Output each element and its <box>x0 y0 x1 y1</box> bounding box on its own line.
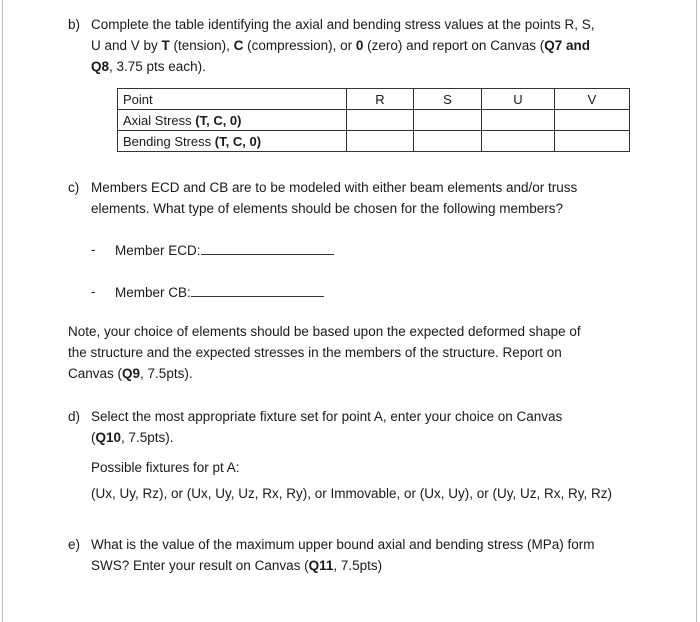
section-b-line2: U and V by T (tension), C (compression), or 0 (zero) and report on Canvas (Q7 and <box>91 38 590 53</box>
section-b-marker: b) <box>68 17 81 32</box>
section-e-marker: e) <box>68 537 81 552</box>
stress-table <box>117 88 630 152</box>
section-e-line1: What is the value of the maximum upper bound axial and bending stress (MPa) form <box>91 537 595 552</box>
section-c-line2: elements. What type of elements should be chosen for the following members? <box>91 201 563 216</box>
section-d-line2: (Q10, 7.5pts). <box>91 430 174 445</box>
member-ecd-line <box>115 240 334 261</box>
section-b-line3: Q8, 3.75 pts each). <box>91 59 206 74</box>
table-header-cell: R <box>347 89 414 110</box>
member-ecd-answer-blank[interactable] <box>201 240 334 255</box>
section-c-text <box>91 177 577 219</box>
table-cell <box>347 110 414 131</box>
table-cell <box>414 131 482 152</box>
table-cell <box>347 131 414 152</box>
member-cb-label: Member CB: <box>115 285 191 300</box>
member-cb-line <box>115 282 324 303</box>
bullet: - <box>91 284 96 299</box>
note-line2: the structure and the expected stresses in the members of the structure. Report on <box>68 345 562 360</box>
member-cb-answer-blank[interactable] <box>191 282 324 297</box>
section-d-line1: Select the most appropriate fixture set for point A, enter your choice on Canvas <box>91 409 563 424</box>
table-row-label: Bending Stress (T, C, 0) <box>118 131 347 152</box>
table-header-cell: U <box>482 89 555 110</box>
section-b-text <box>91 14 595 77</box>
table-cell <box>482 110 555 131</box>
note-line3: Canvas (Q9, 7.5pts). <box>68 366 193 381</box>
section-b-line1: Complete the table identifying the axial and bending stress values at the points R, S, <box>91 17 595 32</box>
section-c-marker: c) <box>68 180 80 195</box>
member-ecd-label: Member ECD: <box>115 243 201 258</box>
table-cell <box>555 110 630 131</box>
table-cell <box>414 110 482 131</box>
table-header-cell: V <box>555 89 630 110</box>
section-c-line1: Members ECD and CB are to be modeled with either beam elements and/or truss <box>91 180 578 195</box>
table-row <box>118 131 630 152</box>
section-d-text <box>91 406 562 448</box>
table-cell <box>482 131 555 152</box>
table-cell <box>555 131 630 152</box>
note-line1: Note, your choice of elements should be based upon the expected deformed shape of <box>68 324 581 339</box>
fixtures-heading: Possible fixtures for pt A: <box>91 460 240 475</box>
table-header-cell: S <box>414 89 482 110</box>
section-e-line2: SWS? Enter your result on Canvas (Q11, 7.5pts) <box>91 558 383 573</box>
table-header-cell: Point <box>118 89 347 110</box>
table-row <box>118 110 630 131</box>
section-d-marker: d) <box>68 409 81 424</box>
bullet: - <box>91 242 96 257</box>
section-e-text <box>91 534 595 576</box>
table-header-row <box>118 89 630 110</box>
note-paragraph <box>68 321 581 384</box>
table-row-label: Axial Stress (T, C, 0) <box>118 110 347 131</box>
fixtures-options: (Ux, Uy, Rz), or (Ux, Uy, Uz, Rx, Ry), or Immovable, or (Ux, Uy), or (Uy, Uz, Rx, Ry, Rz) <box>91 486 613 501</box>
